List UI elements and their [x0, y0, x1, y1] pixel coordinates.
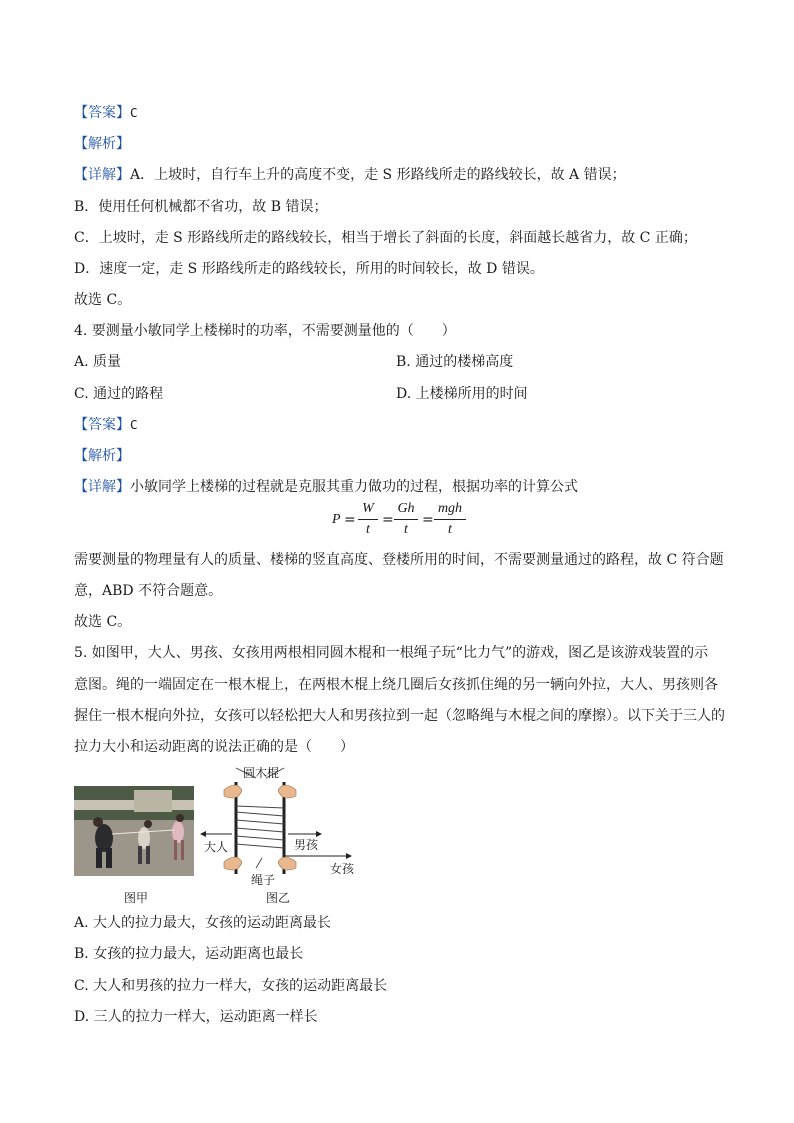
answer-q4 — [74, 416, 138, 434]
fraction-w-t — [358, 500, 378, 539]
q5-option-d: D. 三人的拉力一样大，运动距离一样长 — [74, 1009, 318, 1025]
label-boy: 男孩 — [294, 838, 319, 852]
choose-answer-2: 故选 C。 — [74, 614, 132, 630]
q4-option-d: D. 上楼梯所用的时间 — [396, 386, 528, 402]
explanation-d: D．速度一定，走 S 形路线所走的路线较长，所用的时间较长，故 D 错误。 — [74, 261, 544, 277]
analysis-tag: 【解析】 — [74, 448, 130, 464]
analysis-tag-2 — [74, 447, 130, 465]
detail-text: A．上坡时，自行车上升的高度不变，走 S 形路线所走的路线较长，故 A 错误； — [130, 167, 626, 183]
caption-figure-a: 图甲 — [124, 891, 149, 905]
choose-answer-1: 故选 C。 — [74, 292, 132, 308]
question-5-line-2: 意图。绳的一端固定在一根木棍上，在两根木棍上绕几圈后女孩抓住绳的另一辆向外拉，大人、男孩则各 — [74, 677, 718, 693]
q5-option-a: A. 大人的拉力最大，女孩的运动距离最长 — [74, 915, 332, 931]
fraction-mgh-t — [434, 500, 466, 539]
question-5-line-1: 5. 如图甲，大人、男孩、女孩用两根相同圆木棍和一根绳子玩“比力气”的游戏，图乙是该游戏装置的示 — [74, 645, 709, 661]
detail-tag: 【详解】 — [74, 479, 130, 495]
answer-value: C — [130, 105, 138, 120]
answer-q3 — [74, 104, 138, 122]
detail-1 — [74, 166, 626, 184]
fraction-numerator: Gh — [397, 501, 415, 516]
q4-option-a: A. 质量 — [74, 354, 122, 370]
formula-equals-1: = — [344, 512, 356, 528]
detail-text: 小敏同学上楼梯的过程就是克服其重力做功的过程，根据功率的计算公式 — [130, 479, 578, 495]
photo-figure-a — [74, 786, 194, 876]
label-adult: 大人 — [204, 840, 229, 854]
label-rope: 绳子 — [251, 873, 276, 887]
label-girl: 女孩 — [330, 862, 355, 876]
explanation-line-1: 需要测量的物理量有人的质量、楼梯的竖直高度、登楼所用的时间，不需要测量通过的路程，故 C 符合题 — [74, 552, 724, 568]
explanation-line-2: 意，ABD 不符合题意。 — [74, 583, 223, 599]
fraction-bar — [358, 519, 378, 520]
answer-tag: 【答案】 — [74, 105, 130, 121]
q4-option-c: C. 通过的路程 — [74, 386, 164, 402]
fraction-denominator: t — [366, 522, 370, 537]
formula-equals-2: = — [382, 512, 394, 528]
analysis-tag: 【解析】 — [74, 136, 130, 152]
caption-figure-b: 图乙 — [266, 891, 291, 905]
fraction-bar — [434, 519, 466, 520]
explanation-c: C．上坡时，走 S 形路线所走的路线较长，相当于增长了斜面的长度，斜面越长越省力，故 C 正确； — [74, 230, 697, 246]
answer-value: C — [130, 417, 138, 432]
fraction-numerator: mgh — [437, 501, 463, 516]
formula-lhs: P — [332, 512, 341, 527]
fraction-bar — [394, 519, 418, 520]
question-5-line-3: 握住一根木棍向外拉，女孩可以轻松把大人和男孩拉到一起（忽略绳与木棍之间的摩擦）。以下关于三人的 — [74, 708, 725, 724]
fraction-gh-t — [394, 500, 418, 539]
analysis-tag-1 — [74, 135, 130, 153]
fraction-denominator: t — [448, 522, 452, 537]
q5-option-b: B. 女孩的拉力最大，运动距离也最长 — [74, 946, 304, 962]
q5-option-c: C. 大人和男孩的拉力一样大，女孩的运动距离最长 — [74, 978, 388, 994]
formula-equals-3: = — [422, 512, 434, 528]
power-formula — [332, 500, 472, 546]
answer-tag: 【答案】 — [74, 417, 130, 433]
fraction-numerator: W — [362, 501, 374, 516]
question-5-line-4: 拉力大小和运动距离的说法正确的是（ ） — [74, 739, 354, 755]
fraction-denominator: t — [404, 522, 408, 537]
q4-option-b: B. 通过的楼梯高度 — [396, 354, 514, 370]
question-4-stem: 4. 要测量小敏同学上楼梯时的功率，不需要测量他的（ ） — [74, 323, 456, 339]
label-stick: 圆木棍 — [243, 766, 280, 780]
detail-tag: 【详解】 — [74, 167, 130, 183]
explanation-b: B．使用任何机械都不省功，故 B 错误； — [74, 199, 328, 215]
detail-2 — [74, 478, 578, 496]
